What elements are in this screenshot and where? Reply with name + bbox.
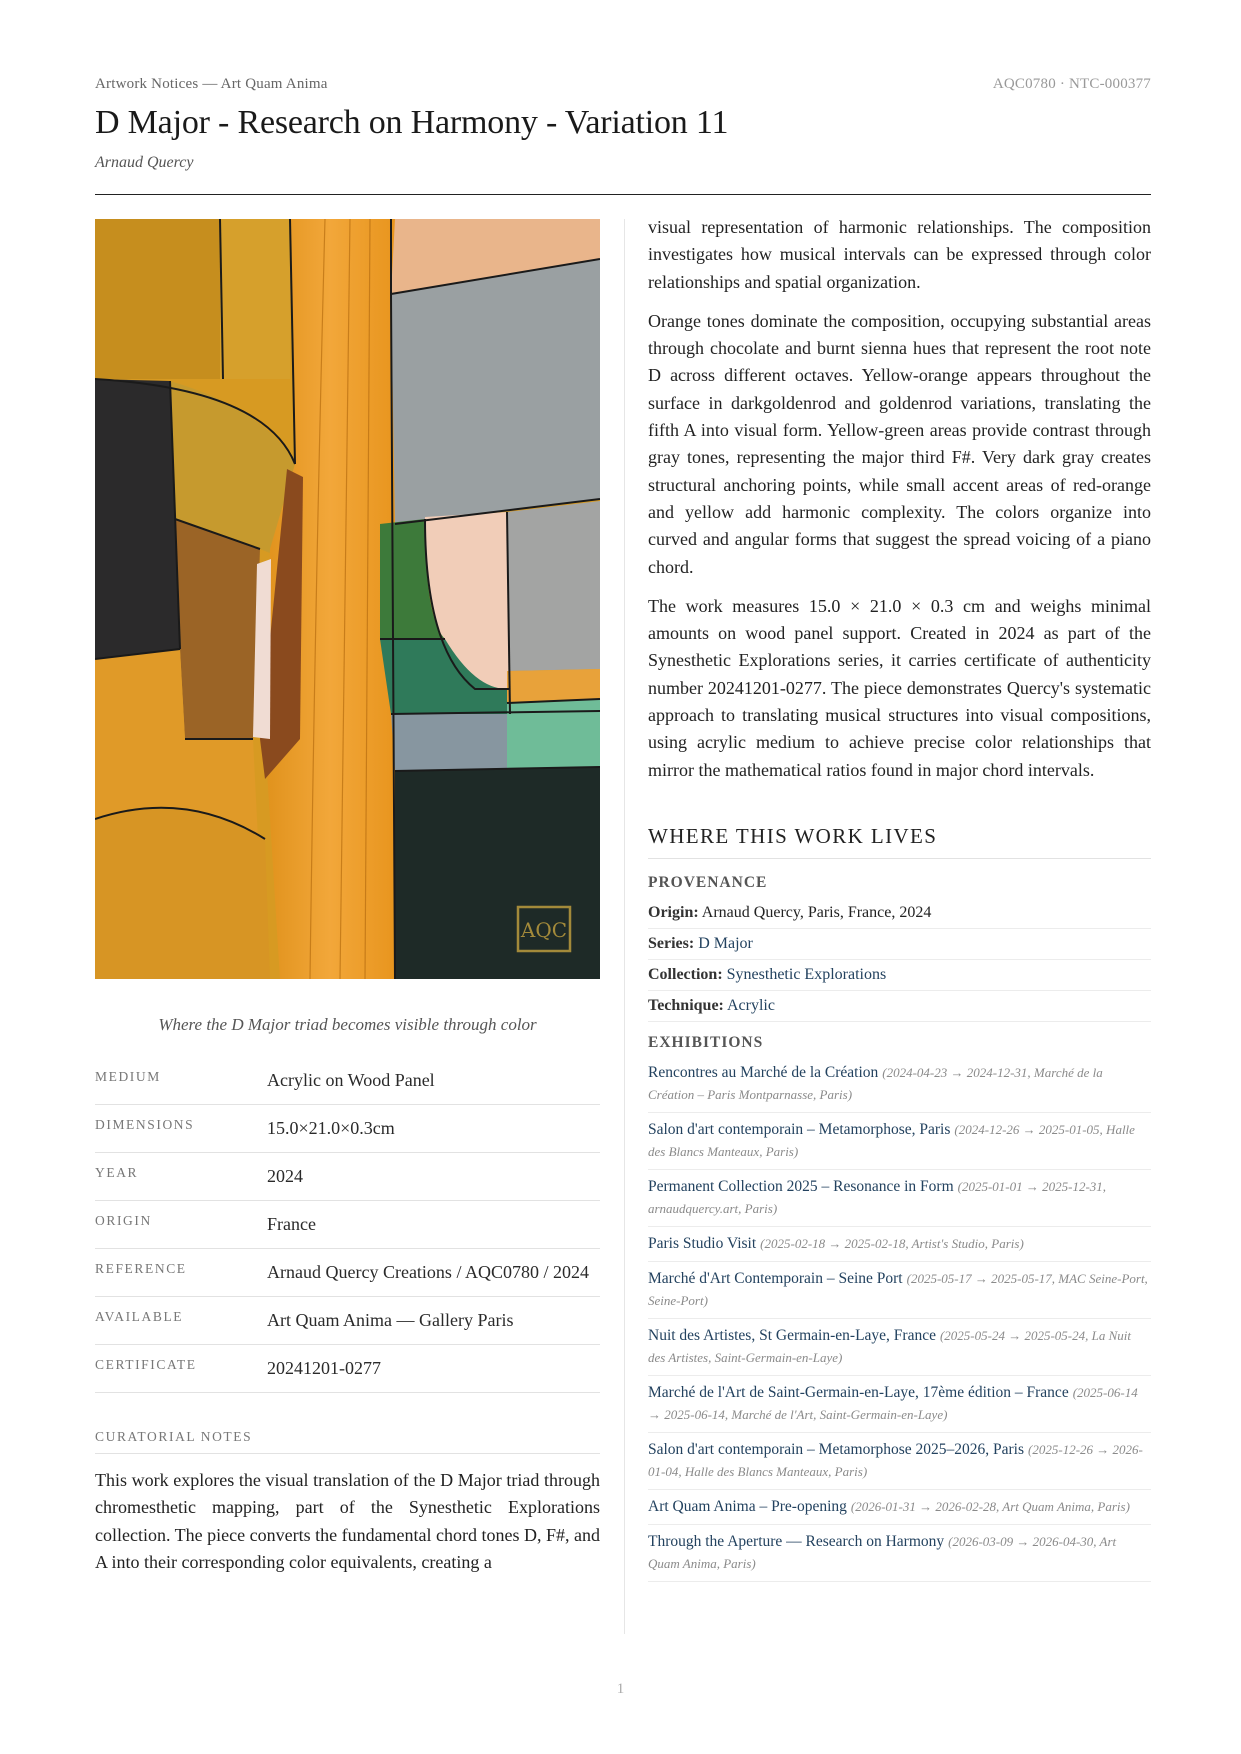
exhibition-link[interactable]: Through the Aperture — Research on Harmony bbox=[648, 1532, 945, 1550]
spec-label: ORIGIN bbox=[95, 1213, 152, 1228]
spec-value: 20241201-0277 bbox=[267, 1358, 381, 1378]
header-rule bbox=[95, 194, 1151, 195]
collection-link[interactable]: Synesthetic Explorations bbox=[726, 965, 887, 983]
artwork-title: D Major - Research on Harmony - Variation 11 bbox=[95, 104, 729, 141]
provenance-origin bbox=[648, 898, 1151, 929]
exhibition-link[interactable]: Salon d'art contemporain – Metamorphose 2025–2026, Paris bbox=[648, 1440, 1025, 1458]
page-number: 1 bbox=[616, 1681, 625, 1697]
column-divider bbox=[624, 219, 625, 1634]
provenance-technique bbox=[648, 991, 1151, 1022]
exhibition-link[interactable]: Rencontres au Marché de la Création bbox=[648, 1063, 879, 1081]
exhibition-item bbox=[648, 1113, 1151, 1170]
exhibition-details: (2025-05-24 → 2025-05-24, La Nuit des Artistes, Saint-Germain-en-Laye) bbox=[648, 1327, 1131, 1365]
spec-label: REFERENCE bbox=[95, 1261, 187, 1276]
spec-row-year bbox=[95, 1153, 600, 1201]
curatorial-heading: CURATORIAL NOTES bbox=[95, 1429, 600, 1454]
exhibition-details: (2025-01-01 → 2025-12-31, arnaudquercy.art, Paris) bbox=[648, 1178, 1107, 1216]
provenance-collection bbox=[648, 960, 1151, 991]
exhibition-details: (2025-06-14 → 2025-06-14, Marché de l'Art, Saint-Germain-en-Laye) bbox=[648, 1384, 1138, 1422]
collection-label: Collection: bbox=[648, 965, 723, 983]
spec-value: Acrylic on Wood Panel bbox=[267, 1070, 435, 1090]
artwork-image bbox=[95, 219, 600, 979]
exhibition-item bbox=[648, 1490, 1151, 1525]
exhibition-details: (2026-01-31 → 2026-02-28, Art Quam Anima, Paris) bbox=[850, 1498, 1130, 1514]
exhibition-item bbox=[648, 1227, 1151, 1262]
spec-table bbox=[95, 1057, 600, 1393]
spec-value: France bbox=[267, 1214, 316, 1234]
publication-name: Artwork Notices — Art Quam Anima bbox=[95, 76, 328, 92]
exhibition-item bbox=[648, 1262, 1151, 1319]
spec-row-origin bbox=[95, 1201, 600, 1249]
spec-row-medium bbox=[95, 1057, 600, 1105]
exhibition-link[interactable]: Nuit des Artistes, St Germain-en-Laye, France bbox=[648, 1326, 936, 1344]
exhibition-link[interactable]: Marché d'Art Contemporain – Seine Port bbox=[648, 1269, 903, 1287]
spec-row-reference bbox=[95, 1249, 600, 1297]
exhibition-link[interactable]: Salon d'art contemporain – Metamorphose, Paris bbox=[648, 1120, 951, 1138]
document-page bbox=[95, 0, 1151, 1754]
running-header bbox=[95, 76, 1151, 93]
spec-label: AVAILABLE bbox=[95, 1309, 184, 1324]
curatorial-paragraph-1: This work explores the visual translation of the D Major triad through chromesthetic mapping, part of the Synesthetic Explorations collection. The piece converts the fundamental chord tones D, F#, and A into their corresponding color equivalents, creating a bbox=[95, 1470, 601, 1572]
origin-label: Origin: bbox=[648, 903, 699, 921]
exhibition-item bbox=[648, 1376, 1151, 1433]
origin-value: Arnaud Quercy, Paris, France, 2024 bbox=[701, 903, 932, 921]
curatorial-paragraph-3: The work measures 15.0 × 21.0 × 0.3 cm and weighs minimal amounts on wood panel support. Created in 2024 as part of the Synesthetic Explorations series, it carries certificate of authenticity number 20241201-0277. The piece demonstrates Quercy's systematic approach to translating musical structures into visual compositions, using acrylic medium to achieve precise color relationships that mirror the mathematical ratios found in major chord intervals. bbox=[648, 595, 1151, 780]
curatorial-paragraph-2: Orange tones dominate the composition, occupying substantial areas through chocolate and burnt sienna hues that represent the root note D across different octaves. Yellow-orange appears throughout the surface in darkgoldenrod and goldenrod variations, translating the fifth A into visual form. Yellow-green areas provide contrast through gray tones, representing the major third F#. Very dark gray creates structural anchoring points, while small accent areas of red-orange and yellow add harmonic complexity. The colors organize into curved and angular forms that suggest the spread voicing of a piano chord. bbox=[648, 310, 1151, 577]
spec-row-dimensions bbox=[95, 1105, 600, 1153]
artist-name: Arnaud Quercy bbox=[95, 154, 194, 171]
series-link[interactable]: D Major bbox=[698, 934, 753, 952]
artwork-caption: Where the D Major triad becomes visible through color bbox=[158, 1015, 537, 1034]
exhibition-details: (2025-05-17 → 2025-05-17, MAC Seine-Port, Seine-Port) bbox=[648, 1270, 1148, 1308]
provenance-series bbox=[648, 929, 1151, 960]
exhibition-item bbox=[648, 1433, 1151, 1490]
spec-label: YEAR bbox=[95, 1165, 139, 1180]
exhibition-details: (2025-12-26 → 2026-01-04, Halle des Blancs Manteaux, Paris) bbox=[648, 1441, 1143, 1479]
notice-reference: AQC0780 · NTC-000377 bbox=[992, 76, 1151, 92]
spec-value: 15.0×21.0×0.3cm bbox=[267, 1118, 395, 1138]
spec-value: Art Quam Anima — Gallery Paris bbox=[267, 1310, 514, 1330]
exhibition-link[interactable]: Marché de l'Art de Saint-Germain-en-Laye, 17ème édition – France bbox=[648, 1383, 1069, 1401]
spec-row-certificate bbox=[95, 1345, 600, 1393]
exhibition-item bbox=[648, 1170, 1151, 1227]
left-column bbox=[95, 219, 600, 1576]
artwork-signature: AQC bbox=[520, 918, 568, 942]
technique-label: Technique: bbox=[648, 996, 724, 1014]
exhibition-link[interactable]: Paris Studio Visit bbox=[648, 1234, 757, 1252]
where-heading: WHERE THIS WORK LIVES bbox=[648, 824, 1151, 859]
exhibition-details: (2025-02-18 → 2025-02-18, Artist's Studio, Paris) bbox=[760, 1235, 1024, 1251]
exhibition-item bbox=[648, 1525, 1151, 1582]
technique-link[interactable]: Acrylic bbox=[727, 996, 775, 1014]
right-column bbox=[648, 219, 1151, 1582]
provenance-heading: PROVENANCE bbox=[648, 873, 768, 891]
exhibition-details: (2024-12-26 → 2025-01-05, Halle des Blancs Manteaux, Paris) bbox=[648, 1121, 1135, 1159]
spec-value: Arnaud Quercy Creations / AQC0780 / 2024 bbox=[267, 1262, 589, 1282]
exhibition-item bbox=[648, 1319, 1151, 1376]
curatorial-paragraph-1-continued: visual representation of harmonic relationships. The composition investigates how musical intervals can be expressed through color relationships and spatial organization. bbox=[648, 217, 1151, 292]
exhibition-details: (2026-03-09 → 2026-04-30, Art Quam Anima, Paris) bbox=[648, 1533, 1117, 1571]
exhibition-details: (2024-04-23 → 2024-12-31, Marché de la Création – Paris Montparnasse, Paris) bbox=[648, 1064, 1103, 1102]
spec-row-available bbox=[95, 1297, 600, 1345]
spec-value: 2024 bbox=[267, 1166, 303, 1186]
exhibition-link[interactable]: Permanent Collection 2025 – Resonance in Form bbox=[648, 1177, 954, 1195]
spec-label: DIMENSIONS bbox=[95, 1117, 195, 1132]
spec-label: MEDIUM bbox=[95, 1069, 161, 1084]
exhibitions-heading: EXHIBITIONS bbox=[648, 1033, 764, 1051]
exhibition-link[interactable]: Art Quam Anima – Pre-opening bbox=[648, 1497, 847, 1515]
exhibition-item bbox=[648, 1056, 1151, 1113]
series-label: Series: bbox=[648, 934, 695, 952]
spec-label: CERTIFICATE bbox=[95, 1357, 197, 1372]
